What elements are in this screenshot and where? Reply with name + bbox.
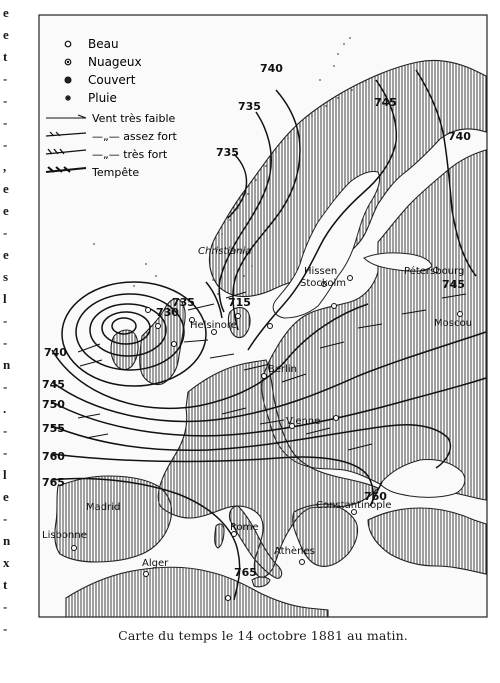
left-margin-text-column: [0, 0, 22, 683]
isobar-label-765-south: 765: [234, 566, 257, 579]
city-label-berlin: Berlin: [268, 364, 298, 375]
isobar-label-740-east: 740: [448, 130, 471, 143]
margin-char: -: [3, 115, 8, 130]
city-label-madrid: Madrid: [86, 502, 121, 513]
margin-char: .: [3, 401, 7, 416]
map-caption: Carte du temps le 14 octobre 1881 au matin.: [118, 628, 408, 643]
city-label-rome: Rome: [230, 522, 259, 533]
margin-char: -: [3, 137, 8, 152]
city-label-vienne: Vienne: [286, 416, 321, 427]
margin-char: x: [3, 555, 10, 570]
margin-char: -: [3, 445, 8, 460]
city-label-stockholm: Stockolm: [300, 278, 346, 289]
isobar-label-765: 765: [42, 476, 65, 489]
legend-label-assez-fort: —„— assez fort: [92, 130, 177, 143]
city-label-helsinore: Helsinore: [190, 320, 237, 331]
margin-char: e: [3, 203, 9, 218]
margin-char: -: [3, 621, 8, 636]
margin-char: t: [3, 49, 8, 64]
legend-label-tres-fort: —„— très fort: [92, 148, 168, 161]
city-label-constantinople: Constantinople: [316, 500, 392, 511]
margin-char: s: [3, 269, 9, 284]
isobar-label-760: 760: [42, 450, 65, 463]
beau-symbol: [65, 41, 71, 47]
margin-char: ,: [3, 159, 7, 174]
isobar-label-745: 745: [42, 378, 65, 391]
margin-char: l: [3, 467, 7, 482]
isobar-label-735-norway: 735: [216, 146, 239, 159]
legend-label-nuageux: Nuageux: [88, 55, 142, 69]
city-label-christiania: Christiania: [198, 246, 252, 257]
isobar-label-750: 750: [42, 398, 65, 411]
legend-label-beau: Beau: [88, 37, 119, 51]
isobar-label-735-north: 735: [238, 100, 261, 113]
ireland-land: [111, 330, 138, 369]
margin-char: -: [3, 335, 8, 350]
legend-label-vent-tres-faible: Vent très faible: [92, 112, 176, 125]
margin-char: n: [3, 357, 11, 372]
margin-char: n: [3, 533, 11, 548]
margin-char: -: [3, 379, 8, 394]
isobar-label-740-north: 740: [260, 62, 283, 75]
isobar-label-745-russia: 745: [442, 278, 465, 291]
isobar-label-745-north: 745: [374, 96, 397, 109]
margin-char: -: [3, 599, 8, 614]
city-label-lisbonne: Lisbonne: [42, 530, 87, 541]
margin-char: l: [3, 291, 7, 306]
city-label-alger: Alger: [142, 558, 169, 569]
margin-char: -: [3, 225, 8, 240]
city-label-athenes: Athènes: [274, 546, 315, 557]
margin-char: -: [3, 93, 8, 108]
margin-char: -: [3, 511, 8, 526]
margin-char: -: [3, 71, 8, 86]
couvert-symbol: [65, 77, 71, 83]
city-label-hissen: Hissen: [304, 266, 338, 277]
city-label-petersbourg: Pétersbourg: [404, 266, 465, 277]
margin-char: -: [3, 313, 8, 328]
isobar-label-735-center: 735: [172, 296, 195, 309]
margin-char: -: [3, 423, 8, 438]
legend-label-pluie: Pluie: [88, 91, 117, 105]
margin-char: e: [3, 489, 9, 504]
isobar-label-715: 715: [228, 296, 251, 309]
isobar-label-755: 755: [42, 422, 65, 435]
margin-char: e: [3, 247, 9, 262]
margin-char: e: [3, 27, 9, 42]
city-label-moscou: Moscou: [434, 318, 472, 329]
nuageux-dot: [67, 61, 69, 63]
weather-map: [38, 14, 488, 618]
isobar-label-730: 730: [156, 306, 179, 319]
margin-char: e: [3, 5, 9, 20]
legend-label-couvert: Couvert: [88, 73, 136, 87]
isobar-label-740-west: 740: [44, 346, 67, 359]
isobar-label-760-east: 760: [364, 490, 387, 503]
margin-char: t: [3, 577, 8, 592]
legend-label-tempete: Tempête: [92, 166, 140, 179]
weather-map-frame: [38, 14, 488, 618]
margin-char: e: [3, 181, 9, 196]
